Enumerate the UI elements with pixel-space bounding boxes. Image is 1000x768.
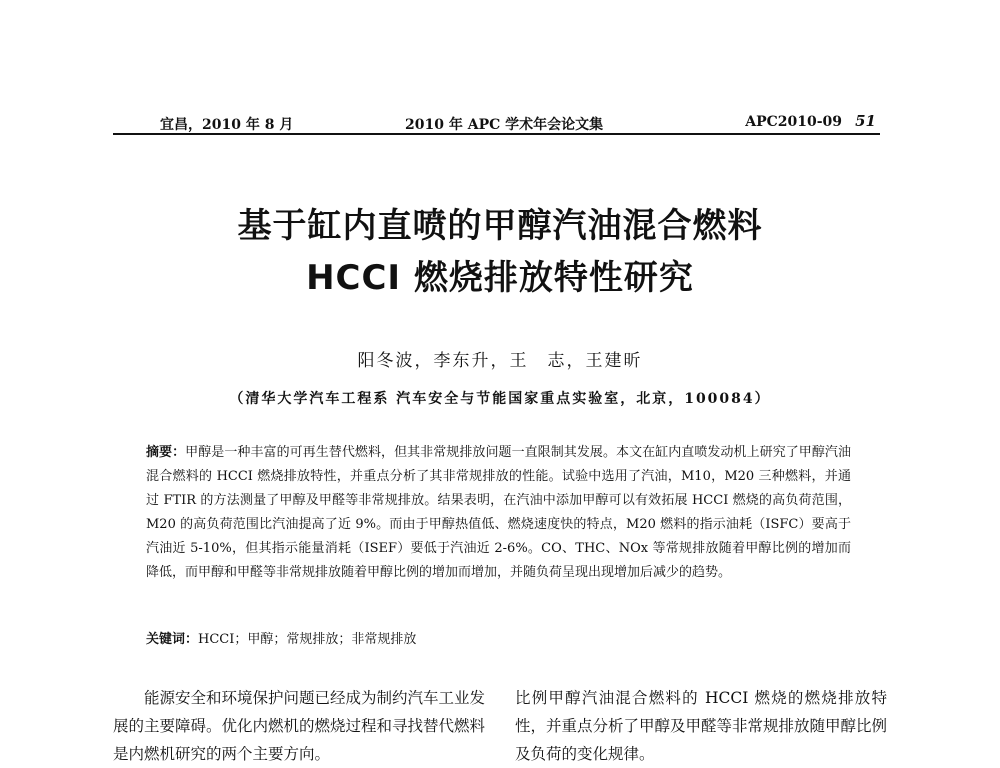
- keywords-text: HCCI；甲醇；常规排放；非常规排放: [198, 632, 417, 647]
- body-left-column: 能源安全和环境保护问题已经成为制约汽车工业发展的主要障碍。优化内燃机的燃烧过程和寻找替代燃料是内燃机研究的两个主要方向。: [113, 689, 486, 763]
- abstract-text: 甲醇是一种丰富的可再生替代燃料，但其非常规排放问题一直限制其发展。本文在缸内直喷发动机上研究了甲醇汽油混合燃料的 HCCI 燃烧排放特性，并重点分析了其非常规排放的性能。试验中选用了汽油，M10，M20 三种燃料，并通过 FTIR 的方法测量了甲醇及甲醛等非常规排放。结果表明，在汽油中添加甲醇可以有效拓展 HCCI 燃烧的高负荷范围，M20 的高负荷范围比汽油提高了近 9%。而由于甲醇热值低、燃烧速度快的特点，M20 燃料的指示油耗（ISFC）要高于汽油近 5-10%，但其指示能量消耗（ISEF）要低于汽油近 2-6%。CO、THC、NOx 等常规排放随着甲醇比例的增加而降低，而甲醇和甲醛等非常规排放随着甲醇比例的增加而增加，并随负荷呈现出现增加后减少的趋势。: [146, 445, 851, 580]
- header-proceedings-title: 2010 年 APC 学术年会论文集: [405, 117, 604, 133]
- body-right-column: 比例甲醇汽油混合燃料的 HCCI 燃烧的燃烧排放特性，并重点分析了甲醇及甲醛等非常规排放随甲醇比例及负荷的变化规律。: [515, 689, 888, 763]
- paper-title: [0, 200, 1000, 304]
- abstract: [146, 441, 851, 585]
- abstract-label: 摘要：: [146, 445, 186, 460]
- page-number: 51: [855, 112, 876, 130]
- header-location-date: 宜昌，2010 年 8 月: [160, 117, 294, 133]
- keywords-label: 关键词：: [146, 632, 199, 647]
- title-line-1: 基于缸内直喷的甲醇汽油混合燃料: [237, 206, 763, 246]
- header-divider: [113, 133, 880, 135]
- author-list: 阳冬波，李东升，王 志，王建昕: [357, 351, 643, 371]
- keywords: [146, 628, 851, 652]
- author-affiliation: （清华大学汽车工程系 汽车安全与节能国家重点实验室，北京，100084）: [229, 391, 771, 407]
- title-line-2: HCCI 燃烧排放特性研究: [306, 258, 694, 298]
- header-paper-id: APC2010-09: [745, 114, 842, 130]
